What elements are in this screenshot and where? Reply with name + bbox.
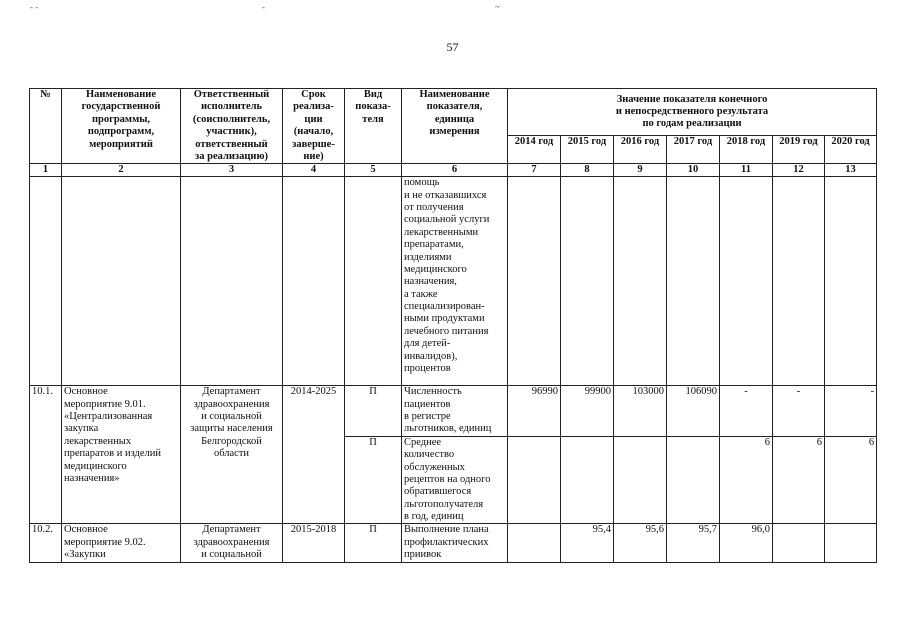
indicator-value: 6	[773, 436, 825, 524]
indicator-type: П	[345, 386, 402, 437]
header-name: Наименование государственной программы, подпрограмм, мероприятий	[62, 89, 181, 164]
column-number: 8	[561, 164, 614, 177]
header-row	[30, 89, 877, 136]
column-number: 13	[825, 164, 877, 177]
table-cell	[508, 177, 561, 386]
indicator-value: -	[720, 386, 773, 437]
continuation-row	[30, 177, 877, 386]
header-values: Значение показателя конечного и непосредственного результата по годам реализации	[508, 89, 877, 136]
indicator-value: 96990	[508, 386, 561, 437]
indicator-name: помощь и не отказавшихся от получения социальной услуги лекарственными препаратами, изделиями медицинского назначения, а также специализирован- ными продуктами лечебного питания для детей- инвалидов), процентов	[402, 177, 508, 386]
implementation-term: 2015-2018	[283, 524, 345, 562]
header-no: №	[30, 89, 62, 164]
header-year: 2020 год	[825, 136, 877, 164]
row-number: 10.2.	[30, 524, 62, 562]
indicator-value: 103000	[614, 386, 667, 437]
table-row	[30, 386, 877, 437]
column-number: 11	[720, 164, 773, 177]
table-cell	[825, 177, 877, 386]
indicator-value	[508, 436, 561, 524]
implementation-term: 2014-2025	[283, 386, 345, 524]
indicator-value: 6	[720, 436, 773, 524]
column-number: 12	[773, 164, 825, 177]
measure-name: Основное мероприятие 9.02. «Закупки	[62, 524, 181, 562]
scan-artifact: ~	[495, 2, 500, 12]
program-table	[29, 88, 877, 563]
indicator-value: -	[825, 386, 877, 437]
header-type: Вид показа- теля	[345, 89, 402, 164]
table-row	[30, 524, 877, 562]
indicator-value	[773, 524, 825, 562]
indicator-value: 96,0	[720, 524, 773, 562]
indicator-value: 99900	[561, 386, 614, 437]
page-number: 57	[446, 40, 459, 54]
column-numbers-row	[30, 164, 877, 177]
indicator-type: П	[345, 524, 402, 562]
column-number: 6	[402, 164, 508, 177]
table-cell	[181, 177, 283, 386]
header-indicator: Наименование показателя, единица измерения	[402, 89, 508, 164]
indicator-value: 95,7	[667, 524, 720, 562]
table-cell	[667, 177, 720, 386]
table-cell	[773, 177, 825, 386]
header-year: 2019 год	[773, 136, 825, 164]
header-year: 2017 год	[667, 136, 720, 164]
table-cell	[30, 177, 62, 386]
indicator-value	[667, 436, 720, 524]
indicator-value: 106090	[667, 386, 720, 437]
indicator-value: 95,4	[561, 524, 614, 562]
column-number: 1	[30, 164, 62, 177]
table-cell	[614, 177, 667, 386]
column-number: 7	[508, 164, 561, 177]
header-executor: Ответственный исполнитель (соисполнитель, участник), ответственный за реализацию)	[181, 89, 283, 164]
header-term: Срок реализа- ции (начало, заверше- ние)	[283, 89, 345, 164]
column-number: 3	[181, 164, 283, 177]
indicator-value	[614, 436, 667, 524]
column-number: 5	[345, 164, 402, 177]
indicator-name: Среднее количество обслуженных рецептов на одного обратившегося льготополучателя в год, единиц	[402, 436, 508, 524]
scan-artifact: -	[262, 2, 265, 12]
indicator-value: -	[773, 386, 825, 437]
row-number: 10.1.	[30, 386, 62, 524]
indicator-name: Выполнение плана профилактических приивок	[402, 524, 508, 562]
scan-artifact: - -	[30, 2, 39, 12]
column-number: 2	[62, 164, 181, 177]
indicator-name: Численность пациентов в регистре льготников, единиц	[402, 386, 508, 437]
indicator-value	[561, 436, 614, 524]
table-cell	[720, 177, 773, 386]
measure-name: Основное мероприятие 9.01. «Централизованная закупка лекарственных препаратов и изделий медицинского назначения»	[62, 386, 181, 524]
executor-name: Департамент здравоохранения и социальной	[181, 524, 283, 562]
header-year: 2016 год	[614, 136, 667, 164]
column-number: 10	[667, 164, 720, 177]
indicator-value: 95,6	[614, 524, 667, 562]
header-year: 2014 год	[508, 136, 561, 164]
header-year: 2015 год	[561, 136, 614, 164]
indicator-value: 6	[825, 436, 877, 524]
table-cell	[561, 177, 614, 386]
header-year: 2018 год	[720, 136, 773, 164]
column-number: 9	[614, 164, 667, 177]
table-cell	[345, 177, 402, 386]
indicator-value	[825, 524, 877, 562]
indicator-value	[508, 524, 561, 562]
table-cell	[62, 177, 181, 386]
executor-name: Департамент здравоохранения и социальной защиты населения Белгородской области	[181, 386, 283, 524]
indicator-type: П	[345, 436, 402, 524]
column-number: 4	[283, 164, 345, 177]
table-cell	[283, 177, 345, 386]
